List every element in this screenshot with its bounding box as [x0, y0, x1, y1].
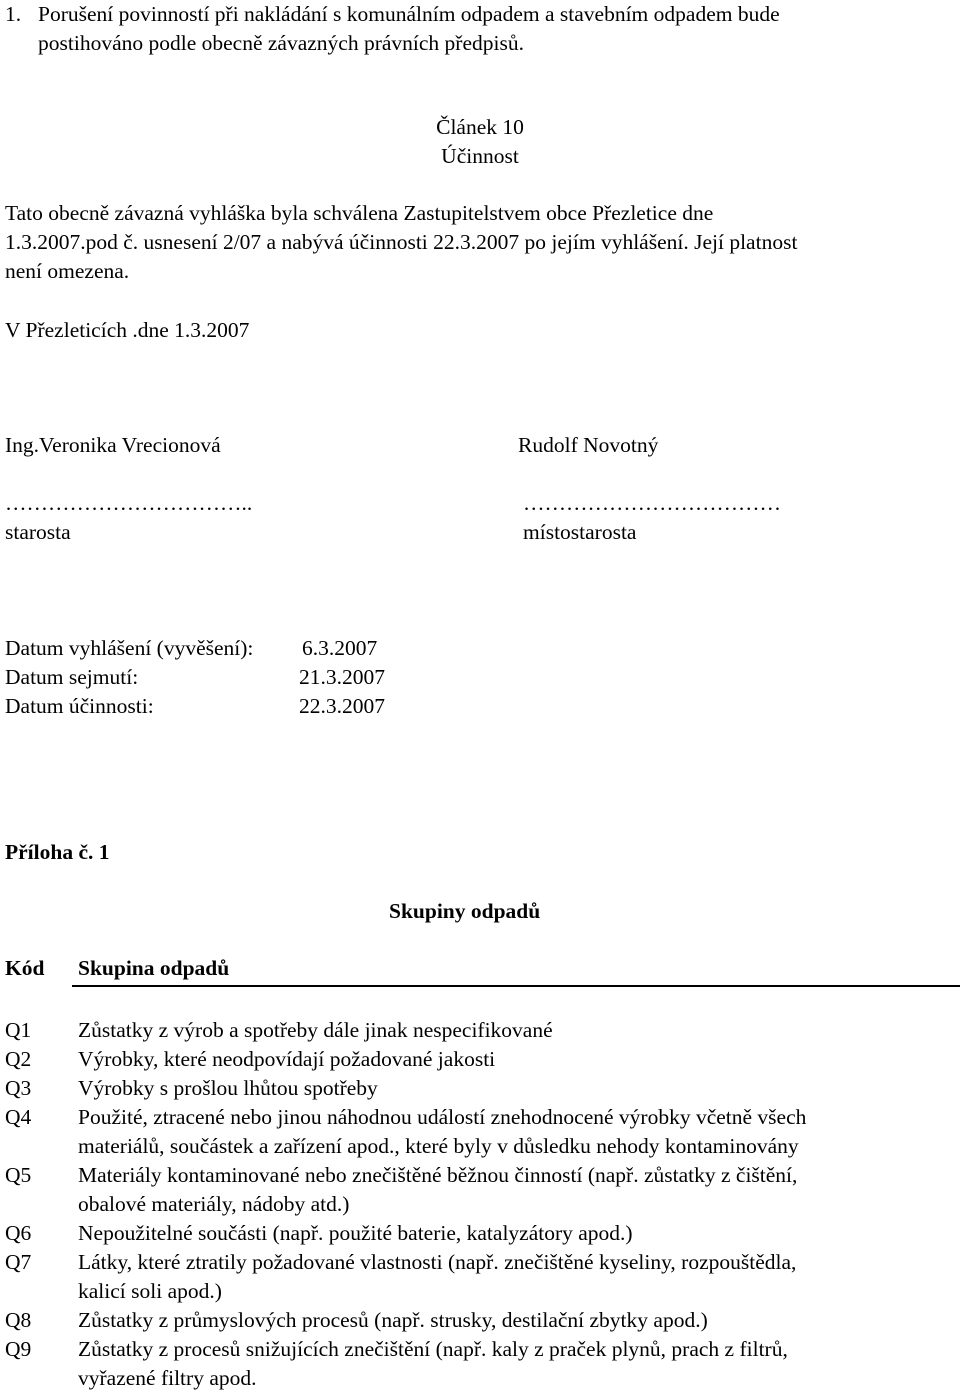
article-text-line-3: není omezena. [5, 259, 130, 283]
article-title: Článek 10 [436, 115, 524, 139]
date-removed-label: Datum sejmutí: [5, 665, 139, 689]
row-description: Výrobky, které neodpovídají požadované jakosti [78, 1047, 496, 1071]
row-code: Q8 [5, 1308, 32, 1332]
row-description-continued: kalicí soli apod.) [78, 1279, 222, 1303]
row-code: Q3 [5, 1076, 32, 1100]
row-description: Použité, ztracené nebo jinou náhodnou událostí znehodnocené výrobky včetně všech [78, 1105, 807, 1129]
row-description-continued: materiálů, součástek a zařízení apod., které byly v důsledku nehody kontaminovány [78, 1134, 799, 1158]
article-subtitle: Účinnost [441, 144, 519, 168]
row-description-continued: obalové materiály, nádoby atd.) [78, 1192, 350, 1216]
intro-line-1: Porušení povinností při nakládání s komunálním odpadem a stavebním odpadem bude [38, 2, 780, 26]
signature-right-dots: ……………………………… [523, 491, 781, 515]
intro-number: 1. [5, 2, 22, 26]
row-code: Q9 [5, 1337, 32, 1361]
signature-left-name: Ing.Veronika Vrecionová [5, 433, 221, 457]
row-description: Nepoužitelné součásti (např. použité baterie, katalyzátory apod.) [78, 1221, 633, 1245]
row-description: Výrobky s prošlou lhůtou spotřeby [78, 1076, 378, 1100]
intro-line-2: postihováno podle obecně závazných právních předpisů. [38, 31, 524, 55]
signature-right-name: Rudolf Novotný [518, 433, 659, 457]
row-description: Zůstatky z průmyslových procesů (např. strusky, destilační zbytky apod.) [78, 1308, 708, 1332]
column-header-group: Skupina odpadů [78, 956, 230, 980]
row-description: Látky, které ztratily požadované vlastnosti (např. znečištěné kyseliny, rozpouštědla, [78, 1250, 797, 1274]
row-code: Q7 [5, 1250, 32, 1274]
row-code: Q1 [5, 1018, 32, 1042]
header-rule [72, 985, 960, 987]
place-date: V Přezleticích .dne 1.3.2007 [5, 318, 250, 342]
article-text-line-2: 1.3.2007.pod č. usnesení 2/07 a nabývá účinnosti 22.3.2007 po jejím vyhlášení. Její platnost [5, 230, 798, 254]
date-posted-label: Datum vyhlášení (vyvěšení): [5, 636, 254, 660]
row-code: Q2 [5, 1047, 32, 1071]
date-effective-label: Datum účinnosti: [5, 694, 154, 718]
article-text-line-1: Tato obecně závazná vyhláška byla schválena Zastupitelstvem obce Přezletice dne [5, 201, 714, 225]
row-code: Q6 [5, 1221, 32, 1245]
row-description: Zůstatky z výrob a spotřeby dále jinak nespecifikované [78, 1018, 553, 1042]
row-code: Q4 [5, 1105, 32, 1129]
date-removed-value: 21.3.2007 [299, 665, 385, 689]
signature-left-dots: …………………………….. [5, 491, 253, 515]
row-description: Zůstatky z procesů snižujících znečištění (např. kaly z praček plynů, prach z filtrů, [78, 1337, 788, 1361]
signature-right-role: místostarosta [523, 520, 637, 544]
date-posted-value: 6.3.2007 [302, 636, 378, 660]
annex-title: Příloha č. 1 [5, 840, 110, 864]
row-description-continued: vyřazené filtry apod. [78, 1366, 257, 1390]
column-header-code: Kód [5, 956, 45, 980]
date-effective-value: 22.3.2007 [299, 694, 385, 718]
row-code: Q5 [5, 1163, 32, 1187]
signature-left-role: starosta [5, 520, 71, 544]
row-description: Materiály kontaminované nebo znečištěné běžnou činností (např. zůstatky z čištění, [78, 1163, 798, 1187]
table-title: Skupiny odpadů [389, 899, 541, 923]
